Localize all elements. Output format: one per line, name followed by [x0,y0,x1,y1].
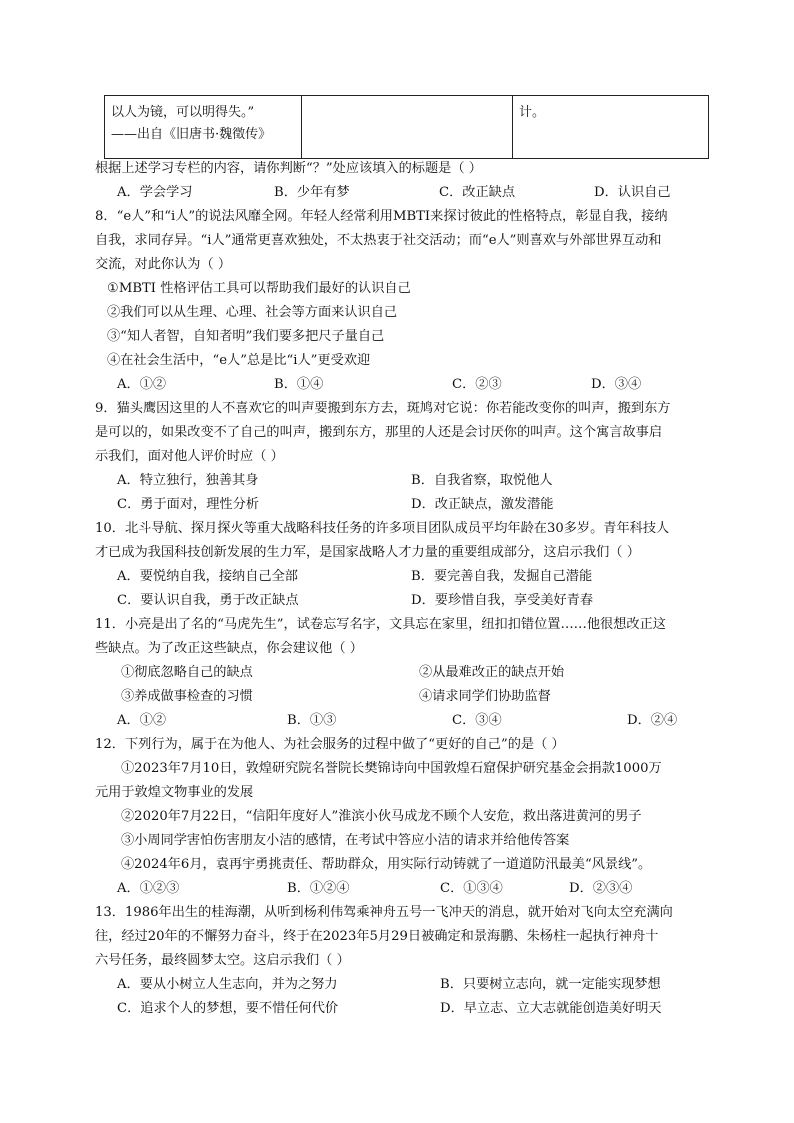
q11-item: ②从最难改正的缺点开始 [419,665,565,680]
q12-item: ④2024年6月，袁再宇勇挑责任、帮助群众，用实际行动铸就了一道道防汛最美“风景线”。 [121,857,652,872]
q8-item: ①MBTI 性格评估工具可以帮助我们最好的认识自己 [107,281,411,296]
q12-item-cont: 元用于敦煌文物事业的发展 [95,785,254,800]
table-cell-quote [105,96,302,159]
q10-line: 才已成为我国科技创新发展的生力军，是国家战略人才力量的重要组成部分，这启示我们（ ） [95,545,640,560]
q11-line: 11．小亮是出了名的“马虎先生”，试卷忘写名字，文具忘在家里，纽扣扣错位置……他很想改正这 [95,617,666,632]
q10-option-a: A．要悦纳自我，接纳自己全部 [117,569,298,584]
q11-item: ①彻底忽略自己的缺点 [121,665,253,680]
q10-option-d: D．要珍惜自我，享受美好青春 [411,593,594,608]
q10-option-b: B．要完善自我，发掘自己潜能 [411,569,593,584]
study-column-table [104,95,709,159]
table-cell-empty [302,96,513,159]
q8-line: 自我，求同存异。“i人”通常更喜欢独处，不太热衷于社交活动；而“e人”则喜欢与外部世界互动和 [95,233,662,248]
q9-line: 9．猫头鹰因这里的人不喜欢它的叫声要搬到东方去，斑鸠对它说：你若能改变你的叫声，搬到东方 [95,401,671,416]
q11-item: ③养成做事检查的习惯 [121,689,253,704]
q8-line: 8．“e人”和“i人”的说法风靡全网。年轻人经常利用MBTI来探讨彼此的性格特点，彰显自我，接纳 [95,209,668,224]
q12-item: ①2023年7月10日，敦煌研究院名誉院长樊锦诗向中国敦煌石窟保护研究基金会捐款1000万 [121,761,662,776]
q12-option-b: B．①②④ [287,881,350,896]
q9-option-d: D．改正缺点，激发潜能 [411,497,554,512]
q10-line: 10．北斗导航、探月探火等重大战略科技任务的许多项目团队成员平均年龄在30多岁。青年科技人 [95,521,670,536]
q9-option-a: A．特立独行，独善其身 [117,473,259,488]
q7-option-b: B．少年有梦 [274,185,350,200]
q13-option-c: C．追求个人的梦想，要不惜任何代价 [117,1001,339,1016]
q9-option-c: C．勇于面对，理性分析 [117,497,259,512]
q12-option-d: D．②③④ [569,881,633,896]
q13-option-d: D．早立志、立大志就能创造美好明天 [440,1001,662,1016]
q8-option-a: A．①② [117,377,167,392]
table-cell-text: 计。 [513,96,709,159]
quote-source: ——出自《旧唐书·魏徵传》 [111,127,272,142]
q13-option-b: B．只要树立志向，就一定能实现梦想 [440,977,661,992]
q11-option-c: C．③④ [452,713,502,728]
q7-stem: 根据上述学习专栏的内容，请你判断“？”处应该填入的标题是（ ） [95,161,482,176]
q12-stem: 12．下列行为，属于在为他人、为社会服务的过程中做了“更好的自己”的是（ ） [95,737,565,752]
q8-item: ③“知人者智，自知者明”我们要多把尺子量自己 [107,329,385,344]
q11-line: 些缺点。为了改正这些缺点，你会建议他（ ） [95,641,363,656]
q9-option-b: B．自我省察，取悦他人 [411,473,553,488]
q9-line: 示我们，面对他人评价时应（ ） [95,449,284,464]
q11-option-a: A．①② [117,713,167,728]
q13-line: 往，经过20年的不懈努力奋斗，终于在2023年5月29日被确定和景海鹏、朱杨柱一起执行神舟十 [95,929,659,944]
q9-line: 是可以的，如果改变不了自己的叫声，搬到东方，那里的人还是会讨厌你的叫声。这个寓言故事启 [95,425,663,440]
q7-option-d: D．认识自己 [594,185,671,200]
q10-option-c: C．要认识自我，勇于改正缺点 [117,593,299,608]
q13-line: 13．1986年出生的桂海潮，从听到杨利伟驾乘神舟五号一飞冲天的消息，就开始对飞向太空充满向 [95,905,673,920]
q8-item: ②我们可以从生理、心理、社会等方面来认识自己 [107,305,398,320]
q7-option-a: A．学会学习 [117,185,193,200]
q11-item: ④请求同学们协助监督 [419,689,551,704]
q8-line: 交流，对此你认为（ ） [95,257,232,272]
q8-option-c: C．②③ [452,377,502,392]
q12-item: ③小周同学害怕伤害朋友小洁的感情，在考试中答应小洁的请求并给他传答案 [121,833,570,848]
q8-option-b: B．①④ [274,377,324,392]
q8-option-d: D．③④ [591,377,642,392]
q13-line: 六号任务，最终圆梦太空。这启示我们（ ） [95,953,350,968]
quote-line: 以人为镜，可以明得失。” [111,105,255,120]
q7-option-c: C．改正缺点 [439,185,516,200]
q11-option-b: B．①③ [287,713,337,728]
q13-option-a: A．要从小树立人生志向，并为之努力 [117,977,338,992]
q11-option-d: D．②④ [627,713,678,728]
q12-option-c: C．①③④ [440,881,503,896]
q8-item: ④在社会生活中，“e人”总是比“i人”更受欢迎 [107,353,371,368]
q12-item: ②2020年7月22日，“信阳年度好人”淮滨小伙马成龙不顾个人安危，救出落进黄河的男子 [121,809,642,824]
q12-option-a: A．①②③ [117,881,180,896]
